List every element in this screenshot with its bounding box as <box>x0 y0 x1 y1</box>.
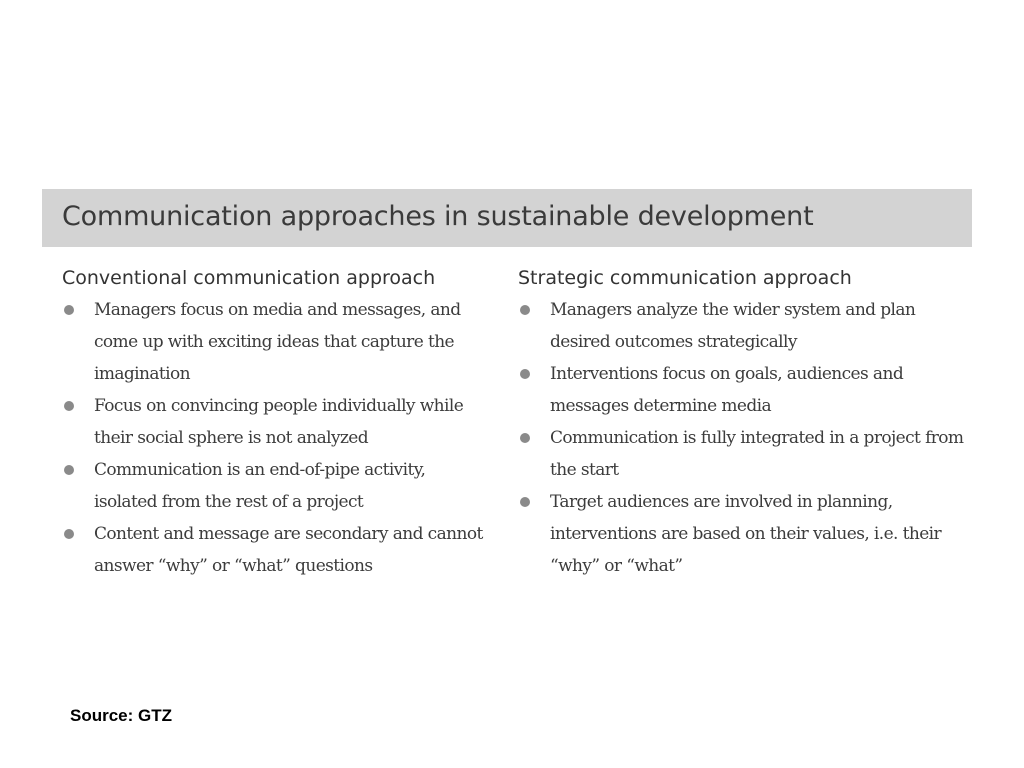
list-item-text: Focus on convincing people individually while their social sphere is not analyzed <box>94 396 464 448</box>
strategic-list <box>518 294 978 582</box>
list-item <box>518 358 978 422</box>
list-item-text: Managers focus on media and messages, and come up with exciting ideas that capture the imagination <box>94 300 461 384</box>
conventional-list <box>62 294 492 582</box>
bullet-icon <box>64 529 74 539</box>
list-item-text: Communication is an end-of-pipe activity, isolated from the rest of a project <box>94 460 426 512</box>
bullet-icon <box>520 305 530 315</box>
list-item-text: Content and message are secondary and cannot answer “why” or “what” questions <box>94 524 483 576</box>
list-item <box>62 390 492 454</box>
list-item <box>62 294 492 390</box>
bullet-icon <box>520 497 530 507</box>
list-item <box>518 422 978 486</box>
strategic-heading: Strategic communication approach <box>518 267 852 289</box>
bullet-icon <box>520 369 530 379</box>
list-item-text: Managers analyze the wider system and plan desired outcomes strategically <box>550 300 916 352</box>
strategic-column <box>518 264 978 582</box>
bullet-icon <box>520 433 530 443</box>
list-item-text: Target audiences are involved in planning, interventions are based on their values, i.e. their “why” or “what” <box>550 492 942 576</box>
list-item <box>62 518 492 582</box>
conventional-heading: Conventional communication approach <box>62 267 436 289</box>
list-item <box>62 454 492 518</box>
bullet-icon <box>64 401 74 411</box>
source-note: Source: GTZ <box>70 706 173 725</box>
list-item <box>518 486 978 582</box>
list-item-text: Interventions focus on goals, audiences and messages determine media <box>550 364 904 416</box>
bullet-icon <box>64 305 74 315</box>
list-item-text: Communication is fully integrated in a project from the start <box>550 428 964 480</box>
conventional-column <box>62 264 492 582</box>
title-bar <box>42 189 972 247</box>
page-title: Communication approaches in sustainable development <box>62 201 814 232</box>
list-item <box>518 294 978 358</box>
bullet-icon <box>64 465 74 475</box>
